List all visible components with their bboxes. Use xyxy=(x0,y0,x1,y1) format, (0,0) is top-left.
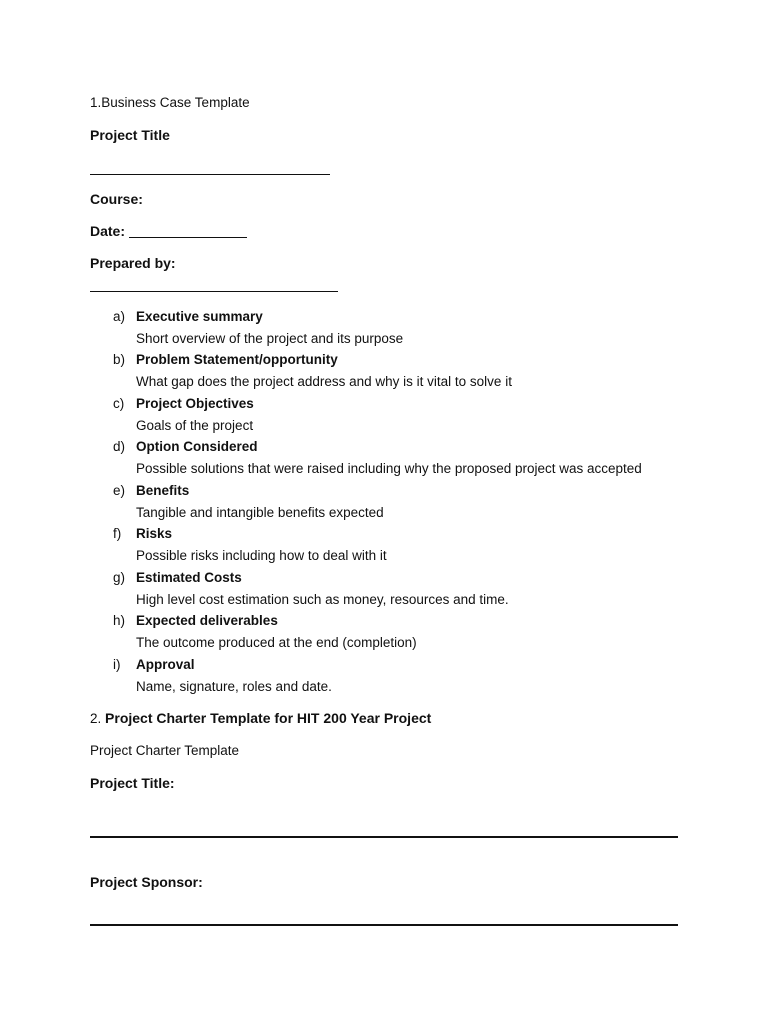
list-item-desc: Possible solutions that were raised including why the proposed project was accepted xyxy=(136,461,642,476)
project-sponsor-blank[interactable] xyxy=(90,924,678,926)
list-item-title: Option Considered xyxy=(136,439,258,454)
project-title-label: Project Title xyxy=(90,127,170,143)
list-item-desc: Name, signature, roles and date. xyxy=(136,679,332,694)
list-item-letter: d) xyxy=(113,439,126,454)
project-sponsor-label: Project Sponsor: xyxy=(90,874,203,890)
list-item-letter: c) xyxy=(113,396,125,411)
section2-number: 2. xyxy=(90,711,102,726)
list-item-desc: Possible risks including how to deal with it xyxy=(136,548,387,563)
date-label: Date: xyxy=(90,223,126,239)
section2-heading xyxy=(90,710,431,726)
charter-project-title-label: Project Title: xyxy=(90,775,175,791)
list-item-letter: h) xyxy=(113,613,126,628)
prepared-by-blank[interactable] xyxy=(90,277,338,295)
list-item-desc: What gap does the project address and why is it vital to solve it xyxy=(136,374,512,389)
list-item-desc: Short overview of the project and its purpose xyxy=(136,331,404,346)
section1-heading: 1.Business Case Template xyxy=(90,95,250,110)
section2-title: Project Charter Template for HIT 200 Year Project xyxy=(105,710,432,726)
course-label: Course: xyxy=(90,191,143,207)
list-item-desc: Goals of the project xyxy=(136,418,254,433)
list-item-letter: a) xyxy=(113,309,126,324)
list-item-title: Risks xyxy=(136,526,173,541)
list-item-title: Estimated Costs xyxy=(136,570,242,585)
list-item-letter: e) xyxy=(113,483,126,498)
list-item-letter: i) xyxy=(113,657,121,672)
charter-project-title-blank[interactable] xyxy=(90,836,678,838)
list-item-title: Problem Statement/opportunity xyxy=(136,352,338,367)
prepared-by-label: Prepared by: xyxy=(90,255,176,271)
list-item-title: Benefits xyxy=(136,483,190,498)
project-title-blank[interactable] xyxy=(90,160,330,178)
list-item-title: Approval xyxy=(136,657,195,672)
date-field xyxy=(90,223,247,239)
list-item-desc: Tangible and intangible benefits expected xyxy=(136,505,384,520)
list-item-letter: b) xyxy=(113,352,126,367)
section2-subheading: Project Charter Template xyxy=(90,743,240,758)
list-item-desc: High level cost estimation such as money, resources and time. xyxy=(136,592,509,607)
list-item-title: Executive summary xyxy=(136,309,263,324)
list-item-letter: f) xyxy=(113,526,122,541)
list-item-letter: g) xyxy=(113,570,126,585)
list-item-desc: The outcome produced at the end (completion) xyxy=(136,635,417,650)
date-blank[interactable] xyxy=(129,223,247,238)
list-item-title: Project Objectives xyxy=(136,396,254,411)
list-item-title: Expected deliverables xyxy=(136,613,278,628)
